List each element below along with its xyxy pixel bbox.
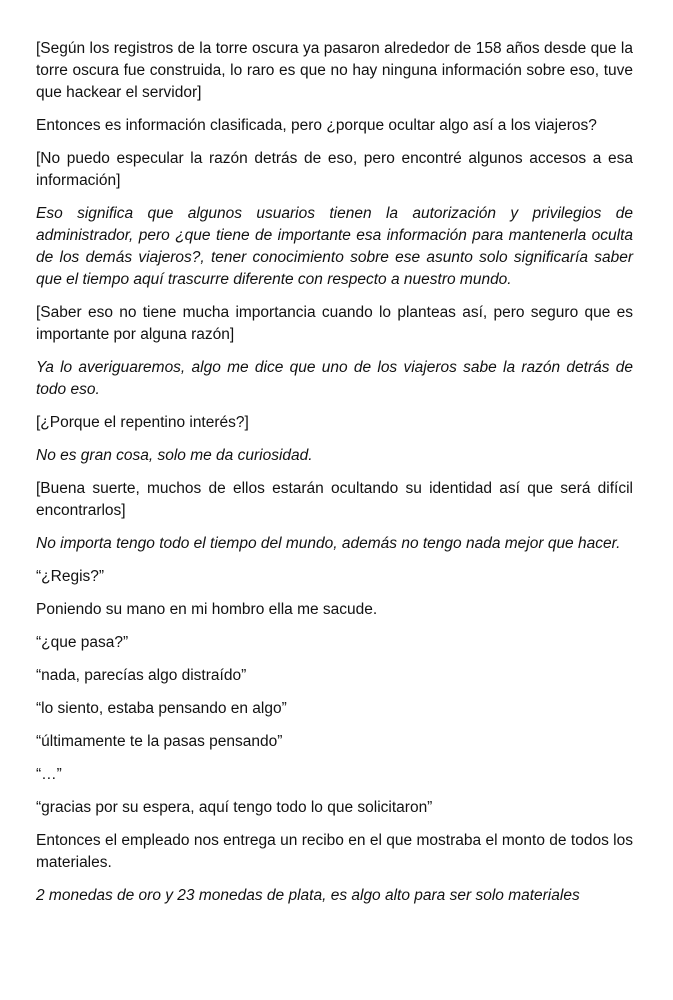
paragraph: [¿Porque el repentino interés?] xyxy=(36,414,249,431)
paragraph: “nada, parecías algo distraído” xyxy=(36,667,247,684)
paragraph: “gracias por su espera, aquí tengo todo lo que solicitaron” xyxy=(36,799,433,816)
paragraph: “¿Regis?” xyxy=(36,568,105,585)
paragraph: No importa tengo todo el tiempo del mundo, además no tengo nada mejor que hacer. xyxy=(36,535,621,552)
paragraph: Entonces el empleado nos entrega un recibo en el que mostraba el monto de todos los materiales. xyxy=(36,832,633,871)
paragraph: “últimamente te la pasas pensando” xyxy=(36,733,283,750)
paragraph: Entonces es información clasificada, pero ¿porque ocultar algo así a los viajeros? xyxy=(36,117,597,134)
paragraph: No es gran cosa, solo me da curiosidad. xyxy=(36,447,313,464)
paragraph: “lo siento, estaba pensando en algo” xyxy=(36,700,287,717)
paragraph: 2 monedas de oro y 23 monedas de plata, es algo alto para ser solo materiales xyxy=(36,887,580,904)
document-body xyxy=(36,38,633,918)
paragraph: “¿que pasa?” xyxy=(36,634,129,651)
paragraph: Eso significa que algunos usuarios tienen la autorización y privilegios de administrador, pero ¿que tiene de importante esa información para mantenerla oculta de los demás viajeros?, tener conocimiento sobre ese asunto solo significaría saber que el tiempo aquí trascurre diferente con respecto a nuestro mundo. xyxy=(36,205,633,288)
paragraph: Ya lo averiguaremos, algo me dice que uno de los viajeros sabe la razón detrás de todo eso. xyxy=(36,359,633,398)
paragraph: Poniendo su mano en mi hombro ella me sacude. xyxy=(36,601,378,618)
paragraph: [Buena suerte, muchos de ellos estarán ocultando su identidad así que será difícil encontrarlos] xyxy=(36,480,633,519)
paragraph: [No puedo especular la razón detrás de eso, pero encontré algunos accesos a esa información] xyxy=(36,150,633,189)
paragraph: [Según los registros de la torre oscura ya pasaron alrededor de 158 años desde que la torre oscura fue construida, lo raro es que no hay ninguna información sobre eso, tuve que hackear el servidor] xyxy=(36,40,633,101)
paragraph: [Saber eso no tiene mucha importancia cuando lo planteas así, pero seguro que es importante por alguna razón] xyxy=(36,304,633,343)
paragraph: “…” xyxy=(36,766,62,783)
